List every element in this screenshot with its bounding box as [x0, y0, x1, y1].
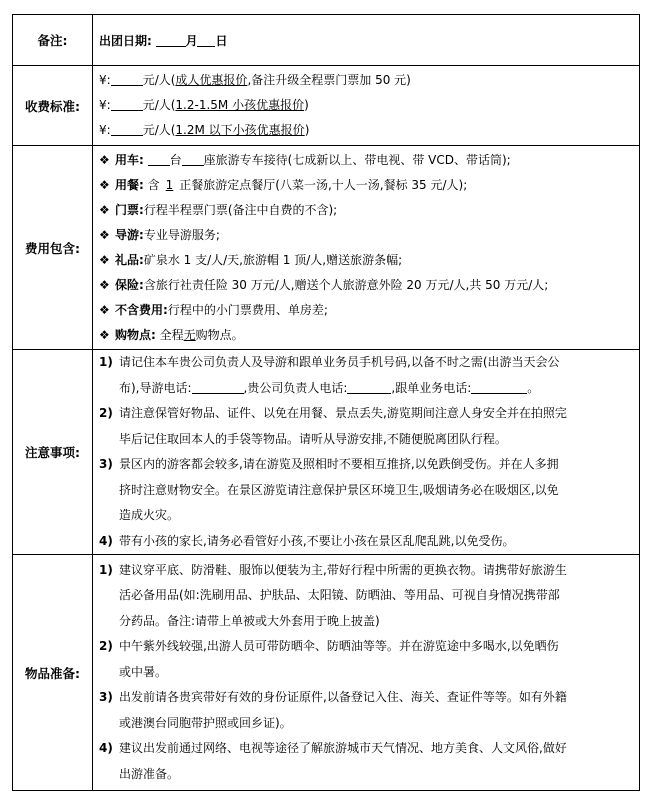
remark-row	[13, 15, 640, 66]
diamond-bullet-icon: ❖	[99, 152, 110, 167]
prep-row	[13, 555, 640, 791]
fee-includes-label: 费用包含:	[13, 146, 93, 350]
fee-includes-content	[93, 146, 640, 350]
adult-price-blank[interactable]	[111, 71, 143, 86]
include-exclude: ❖ 不含费用:行程中的小门票费用、单房差;	[99, 298, 635, 323]
fee-line-adult: ¥: 元/人(成人优惠报价,备注升级全程票门票加 50 元)	[99, 73, 411, 87]
diamond-bullet-icon: ❖	[99, 227, 110, 242]
fee-standard-label: 收费标准:	[13, 66, 93, 146]
diamond-bullet-icon: ❖	[99, 252, 110, 267]
diamond-bullet-icon: ❖	[99, 277, 110, 292]
child-mid-price-blank[interactable]	[111, 96, 143, 111]
month-label: 月	[185, 33, 198, 48]
note-item-4: 4) 带有小孩的家长,请务必看管好小孩,不要让小孩在景区乱爬乱跳,以免受伤。	[99, 533, 515, 548]
note-item-3: 3) 景区内的游客都会较多,请在游览及照相时不要相互推挤,以免跌倒受伤。并在人多拥 挤时注意财物安全。在景区游览请注意保护景区环境卫生,吸烟请务必在吸烟区,以免 造成火灾。	[99, 457, 559, 522]
include-insurance: ❖ 保险:含旅行社责任险 30 万元/人,赠送个人旅游意外险 20 万元/人,共 50 万元/人;	[99, 273, 635, 298]
diamond-bullet-icon: ❖	[99, 327, 110, 342]
prep-content	[93, 555, 640, 791]
prep-item-2: 2) 中午紫外线较强,出游人员可带防晒伞、防晒油等等。并在游览途中多喝水,以免晒伤 或中暑。	[99, 639, 559, 679]
prep-item-4: 4) 建议出发前通过网络、电视等途径了解旅游城市天气情况、地方美食、人文风俗,做好 出游准备。	[99, 741, 567, 781]
include-ticket: ❖ 门票:行程半程票门票(备注中自费的不含);	[99, 198, 635, 223]
diamond-bullet-icon: ❖	[99, 177, 110, 192]
notes-label: 注意事项:	[13, 350, 93, 555]
day-blank[interactable]	[197, 32, 215, 47]
manager-phone-blank[interactable]	[347, 379, 391, 394]
child-small-price-blank[interactable]	[111, 121, 143, 136]
note-item-1: 1) 请记住本车贵公司负责人及导游和跟单业务员手机号码,以备不时之需(出游当天会公 布),导游电话: ,贵公司负责人电话: ,跟单业务电话: 。	[99, 355, 560, 395]
day-label: 日	[215, 33, 228, 48]
remark-label: 备注:	[13, 15, 93, 66]
include-car: ❖ 用车: 台 座旅游专车接待(七成新以上、带电视、带 VCD、带话筒);	[99, 148, 635, 173]
note-item-2: 2) 请注意保管好物品、证件、以免在用餐、景点丢失,游览期间注意人身安全并在拍照完 毕后记住取回本人的手袋等物品。请听从导游安排,不随便脱离团队行程。	[99, 406, 567, 446]
agent-phone-blank[interactable]	[471, 379, 527, 394]
guide-phone-blank[interactable]	[192, 379, 244, 394]
prep-label: 物品准备:	[13, 555, 93, 791]
fee-standard-row	[13, 66, 640, 146]
itinerary-table	[12, 14, 640, 791]
prep-item-1: 1) 建议穿平底、防滑鞋、服饰以便装为主,带好行程中所需的更换衣物。请携带好旅游生 活必备用品(如:洗刷用品、护肤品、太阳镜、防晒油、等用品、可视自身情况携带部 分药品。备注:请带上单被或大外套用于晚上披盖)	[99, 562, 567, 628]
include-guide: ❖ 导游:专业导游服务;	[99, 223, 635, 248]
fee-standard-content	[93, 66, 640, 146]
date-prefix: 出团日期:	[99, 33, 152, 48]
include-gift: ❖ 礼品:矿泉水 1 支/人/天,旅游帽 1 顶/人,赠送旅游条幅;	[99, 248, 635, 273]
notes-row	[13, 350, 640, 555]
diamond-bullet-icon: ❖	[99, 302, 110, 317]
fee-line-child-small: ¥: 元/人(1.2M 以下小孩优惠报价)	[99, 123, 310, 137]
month-blank[interactable]	[156, 32, 186, 47]
include-meal: ❖ 用餐: 含 1 正餐旅游定点餐厅(八菜一汤,十人一汤,餐标 35 元/人);	[99, 173, 635, 198]
include-shop: ❖ 购物点: 全程无购物点。	[99, 323, 635, 348]
car-count-blank[interactable]	[148, 151, 170, 166]
fee-includes-row	[13, 146, 640, 350]
car-seats-blank[interactable]	[182, 151, 204, 166]
diamond-bullet-icon: ❖	[99, 202, 110, 217]
departure-date	[93, 15, 640, 66]
fee-line-child-mid: ¥: 元/人(1.2-1.5M 小孩优惠报价)	[99, 98, 309, 112]
notes-content	[93, 350, 640, 555]
prep-item-3: 3) 出发前请各贵宾带好有效的身份证原件,以备登记入住、海关、查证件等等。如有外籍 或港澳台同胞带护照或回乡证)。	[99, 690, 567, 730]
